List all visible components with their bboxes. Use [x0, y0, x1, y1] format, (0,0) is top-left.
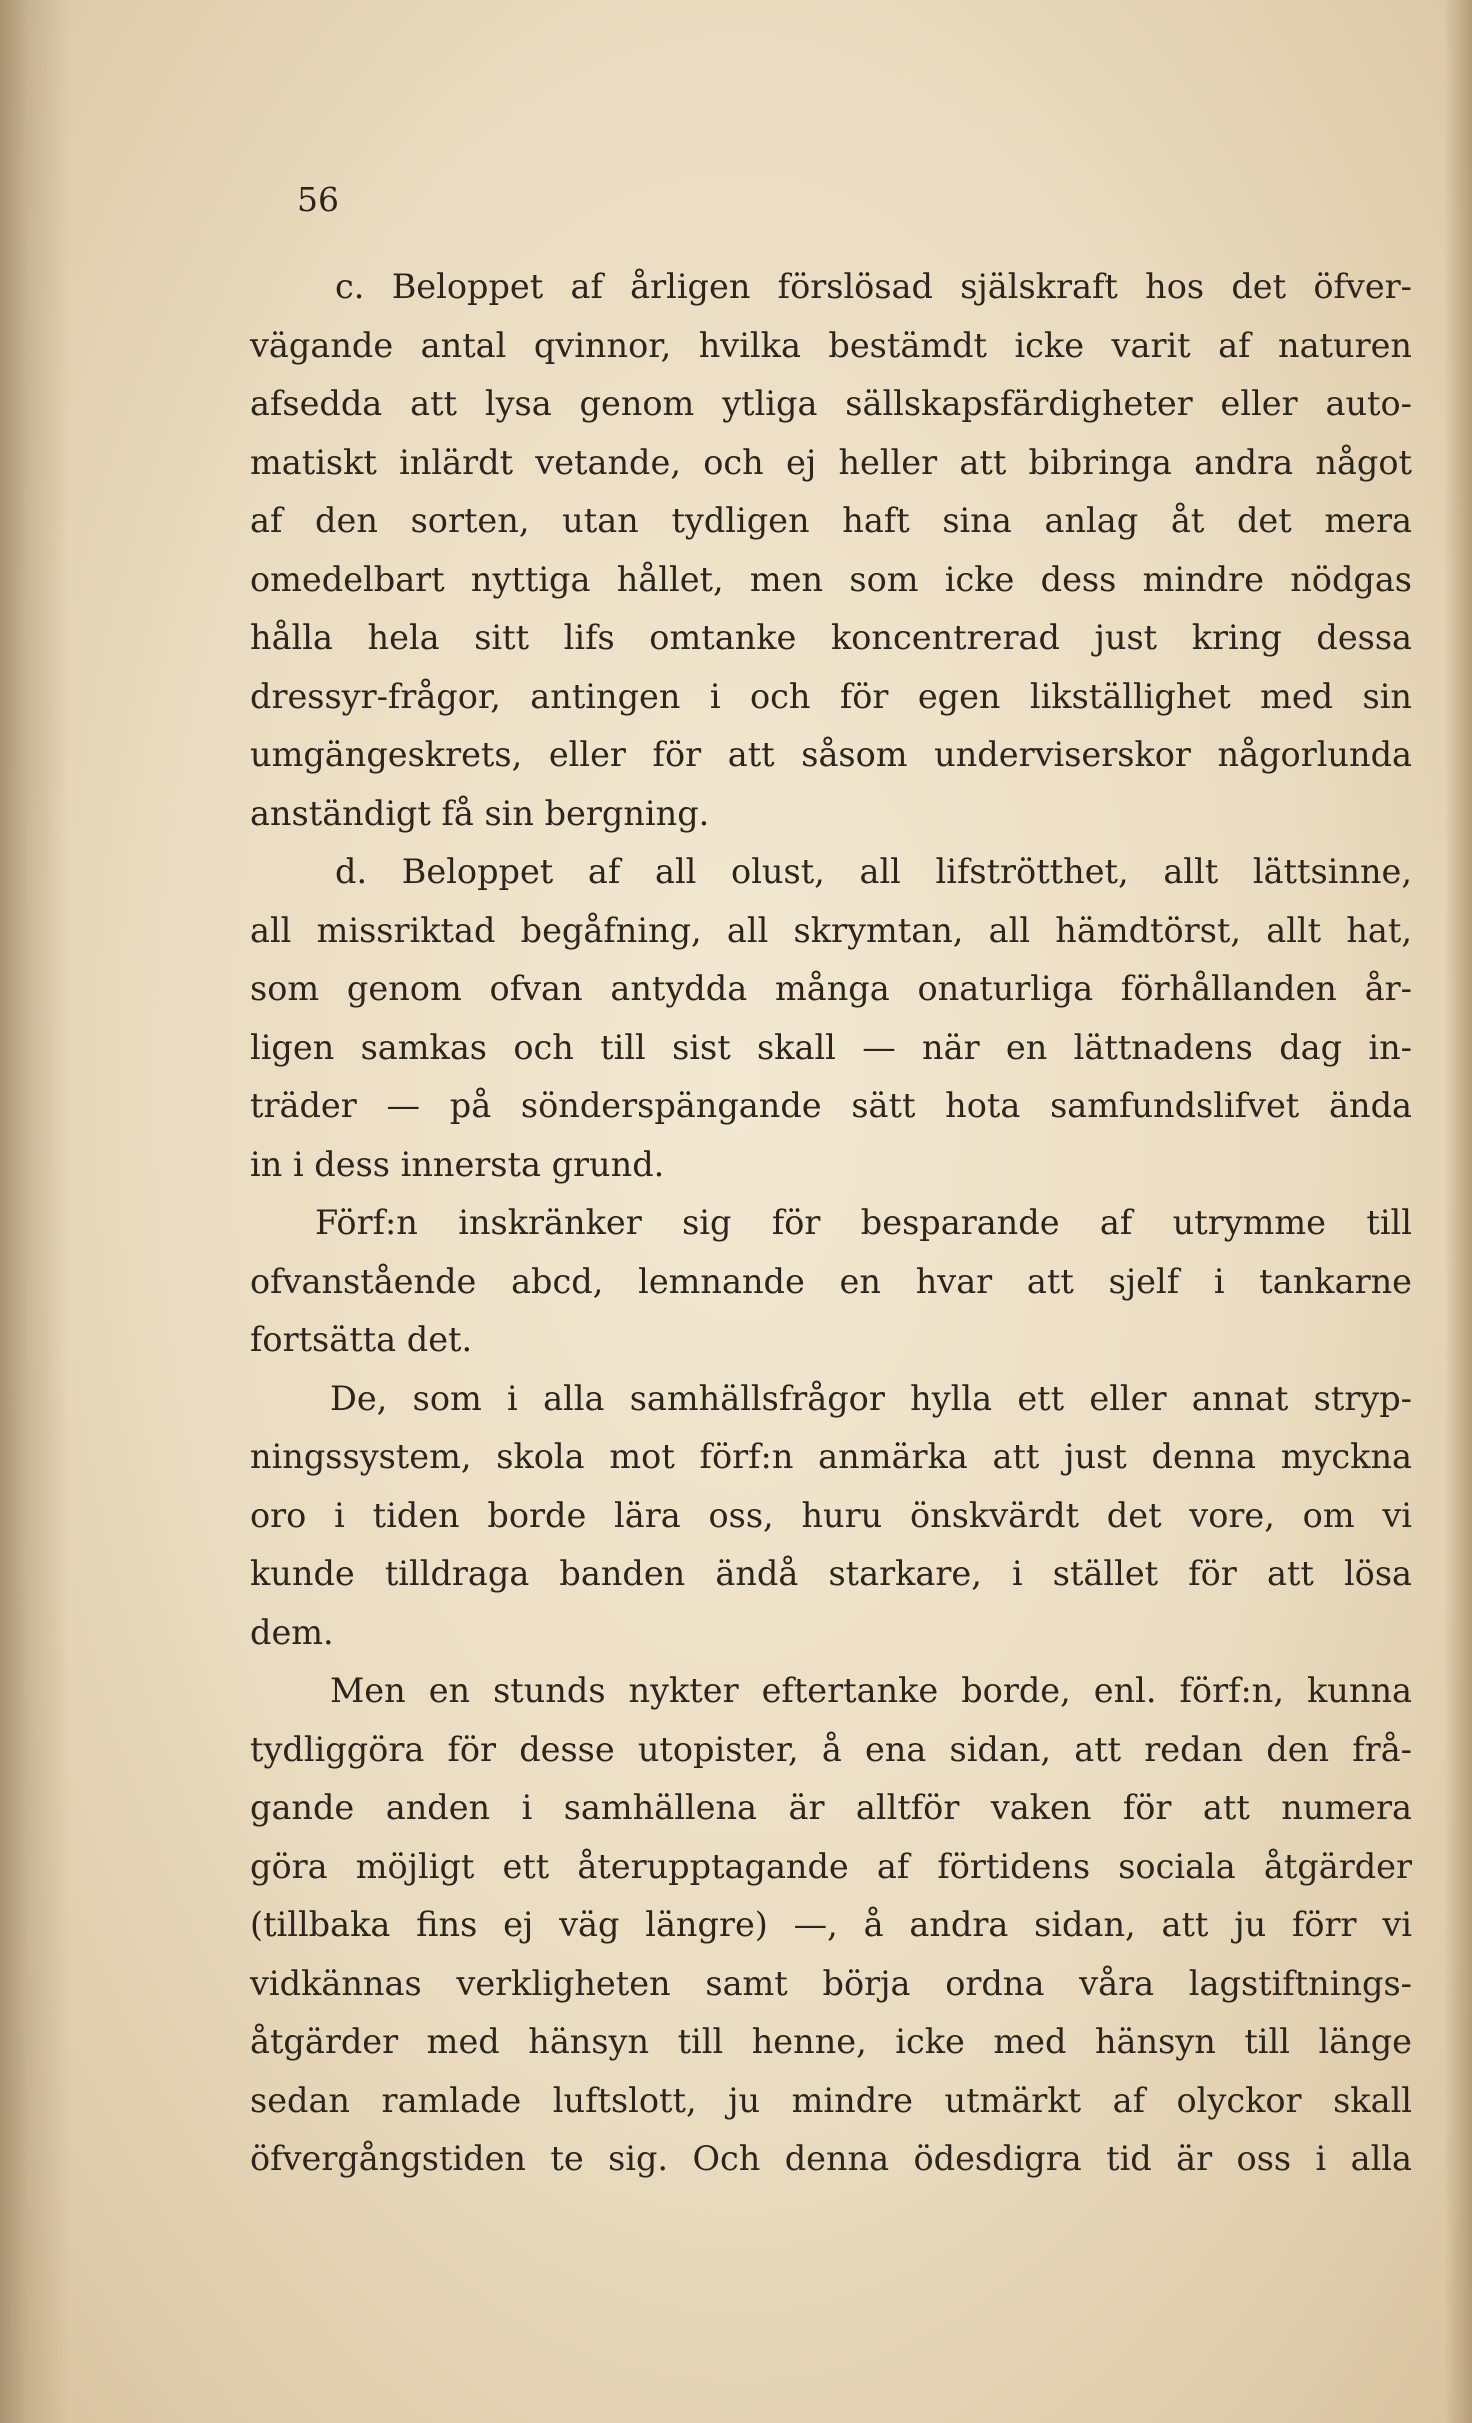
- text-line: fortsätta det.: [250, 1320, 473, 1359]
- text-line: (tillbaka fins ej väg längre) —, å andra sidan, att ju förr vi: [250, 1905, 1412, 1944]
- text-line: tydliggöra för desse utopister, å ena sidan, att redan den frå-: [250, 1729, 1412, 1769]
- text-line: c. Beloppet af årligen förslösad själskraft hos det öfver-: [335, 267, 1412, 306]
- text-line: åtgärder med hänsyn till henne, icke med hänsyn till länge: [250, 2022, 1412, 2061]
- text-line: anständigt få sin bergning.: [250, 793, 710, 833]
- text-line: vidkännas verkligheten samt börja ordna våra lagstiftnings-: [250, 1963, 1412, 2003]
- text-line: vägande antal qvinnor, hvilka bestämdt icke varit af naturen: [250, 325, 1412, 365]
- text-line: göra möjligt ett återupptagande af förtidens sociala åtgärder: [250, 1846, 1412, 1886]
- text-line: träder — på sönderspängande sätt hota samfundslifvet ända: [250, 1086, 1412, 1125]
- text-line: ningssystem, skola mot förf:n anmärka att just denna myckna: [250, 1437, 1412, 1476]
- text-line: umgängeskrets, eller för att såsom underviserskor någorlunda: [250, 735, 1412, 774]
- text-line: De, som i alla samhällsfrågor hylla ett eller annat stryp-: [330, 1378, 1412, 1418]
- text-line: omedelbart nyttiga hållet, men som icke dess mindre nödgas: [250, 559, 1412, 599]
- text-line: sedan ramlade luftslott, ju mindre utmärkt af olyckor skall: [250, 2080, 1412, 2120]
- text-line: ligen samkas och till sist skall — när en lättnadens dag in-: [250, 1027, 1412, 1067]
- text-line: all missriktad begåfning, all skrymtan, all hämdtörst, allt hat,: [250, 910, 1412, 950]
- text-line: dem.: [250, 1612, 334, 1652]
- page-number: 56: [297, 180, 339, 219]
- text-line: Förf:n inskränker sig för besparande af utrymme till: [315, 1203, 1412, 1242]
- text-line: oro i tiden borde lära oss, huru önskvärdt det vore, om vi: [250, 1495, 1412, 1535]
- text-line: som genom ofvan antydda många onaturliga förhållanden år-: [250, 969, 1412, 1008]
- text-line: kunde tilldraga banden ändå starkare, i stället för att lösa: [250, 1554, 1412, 1593]
- text-line: öfvergångstiden te sig. Och denna ödesdigra tid är oss i alla: [250, 2139, 1412, 2178]
- text-line: Men en stunds nykter eftertanke borde, enl. förf:n, kunna: [330, 1671, 1412, 1710]
- text-line: d. Beloppet af all olust, all lifströtthet, allt lättsinne,: [335, 852, 1412, 891]
- text-line: matiskt inlärdt vetande, och ej heller att bibringa andra något: [250, 442, 1412, 482]
- text-line: af den sorten, utan tydligen haft sina anlag åt det mera: [250, 501, 1412, 540]
- text-line: in i dess innersta grund.: [250, 1144, 665, 1184]
- text-line: afsedda att lysa genom ytliga sällskapsfärdigheter eller auto-: [250, 384, 1412, 423]
- text-line: gande anden i samhällena är alltför vaken för att numera: [250, 1788, 1412, 1827]
- body-text: [250, 258, 1412, 2189]
- text-line: dressyr-frågor, antingen i och för egen likställighet med sin: [250, 676, 1412, 716]
- text-line: ofvanstående abcd, lemnande en hvar att sjelf i tankarne: [250, 1261, 1412, 1301]
- text-line: hålla hela sitt lifs omtanke koncentrerad just kring dessa: [250, 618, 1412, 657]
